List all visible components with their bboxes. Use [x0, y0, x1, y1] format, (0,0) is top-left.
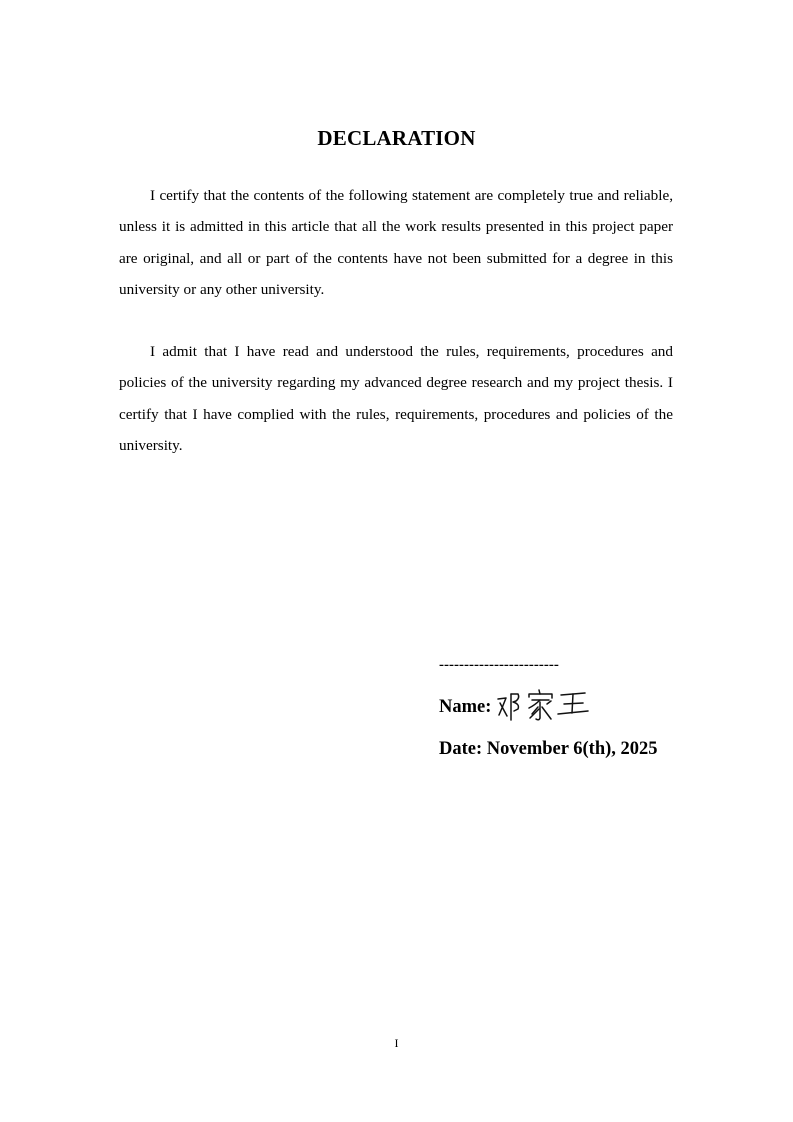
declaration-paragraph-2 [119, 336, 673, 461]
paragraph-text: I admit that I have read and understood the rules, requirements, procedures and policies of the university regarding my advanced degree research and my project thesis. I certify that I have complied with the rules, requirements, procedures and policies of the university. [119, 343, 673, 454]
name-label: Name: [439, 697, 492, 717]
date-label: Date: November 6(th), 2025 [439, 739, 658, 759]
page-number: I [394, 1036, 399, 1050]
signature-line: ------------------------ [439, 657, 559, 673]
declaration-paragraph-1 [119, 180, 673, 305]
handwritten-signature [494, 687, 592, 723]
page-title: DECLARATION [317, 126, 476, 150]
paragraph-text: I certify that the contents of the following statement are completely true and reliable, unless it is admitted in this article that all the work results presented in this project paper are original, and all or part of the contents have not been submitted for a degree in this university or any other university. [119, 187, 673, 298]
